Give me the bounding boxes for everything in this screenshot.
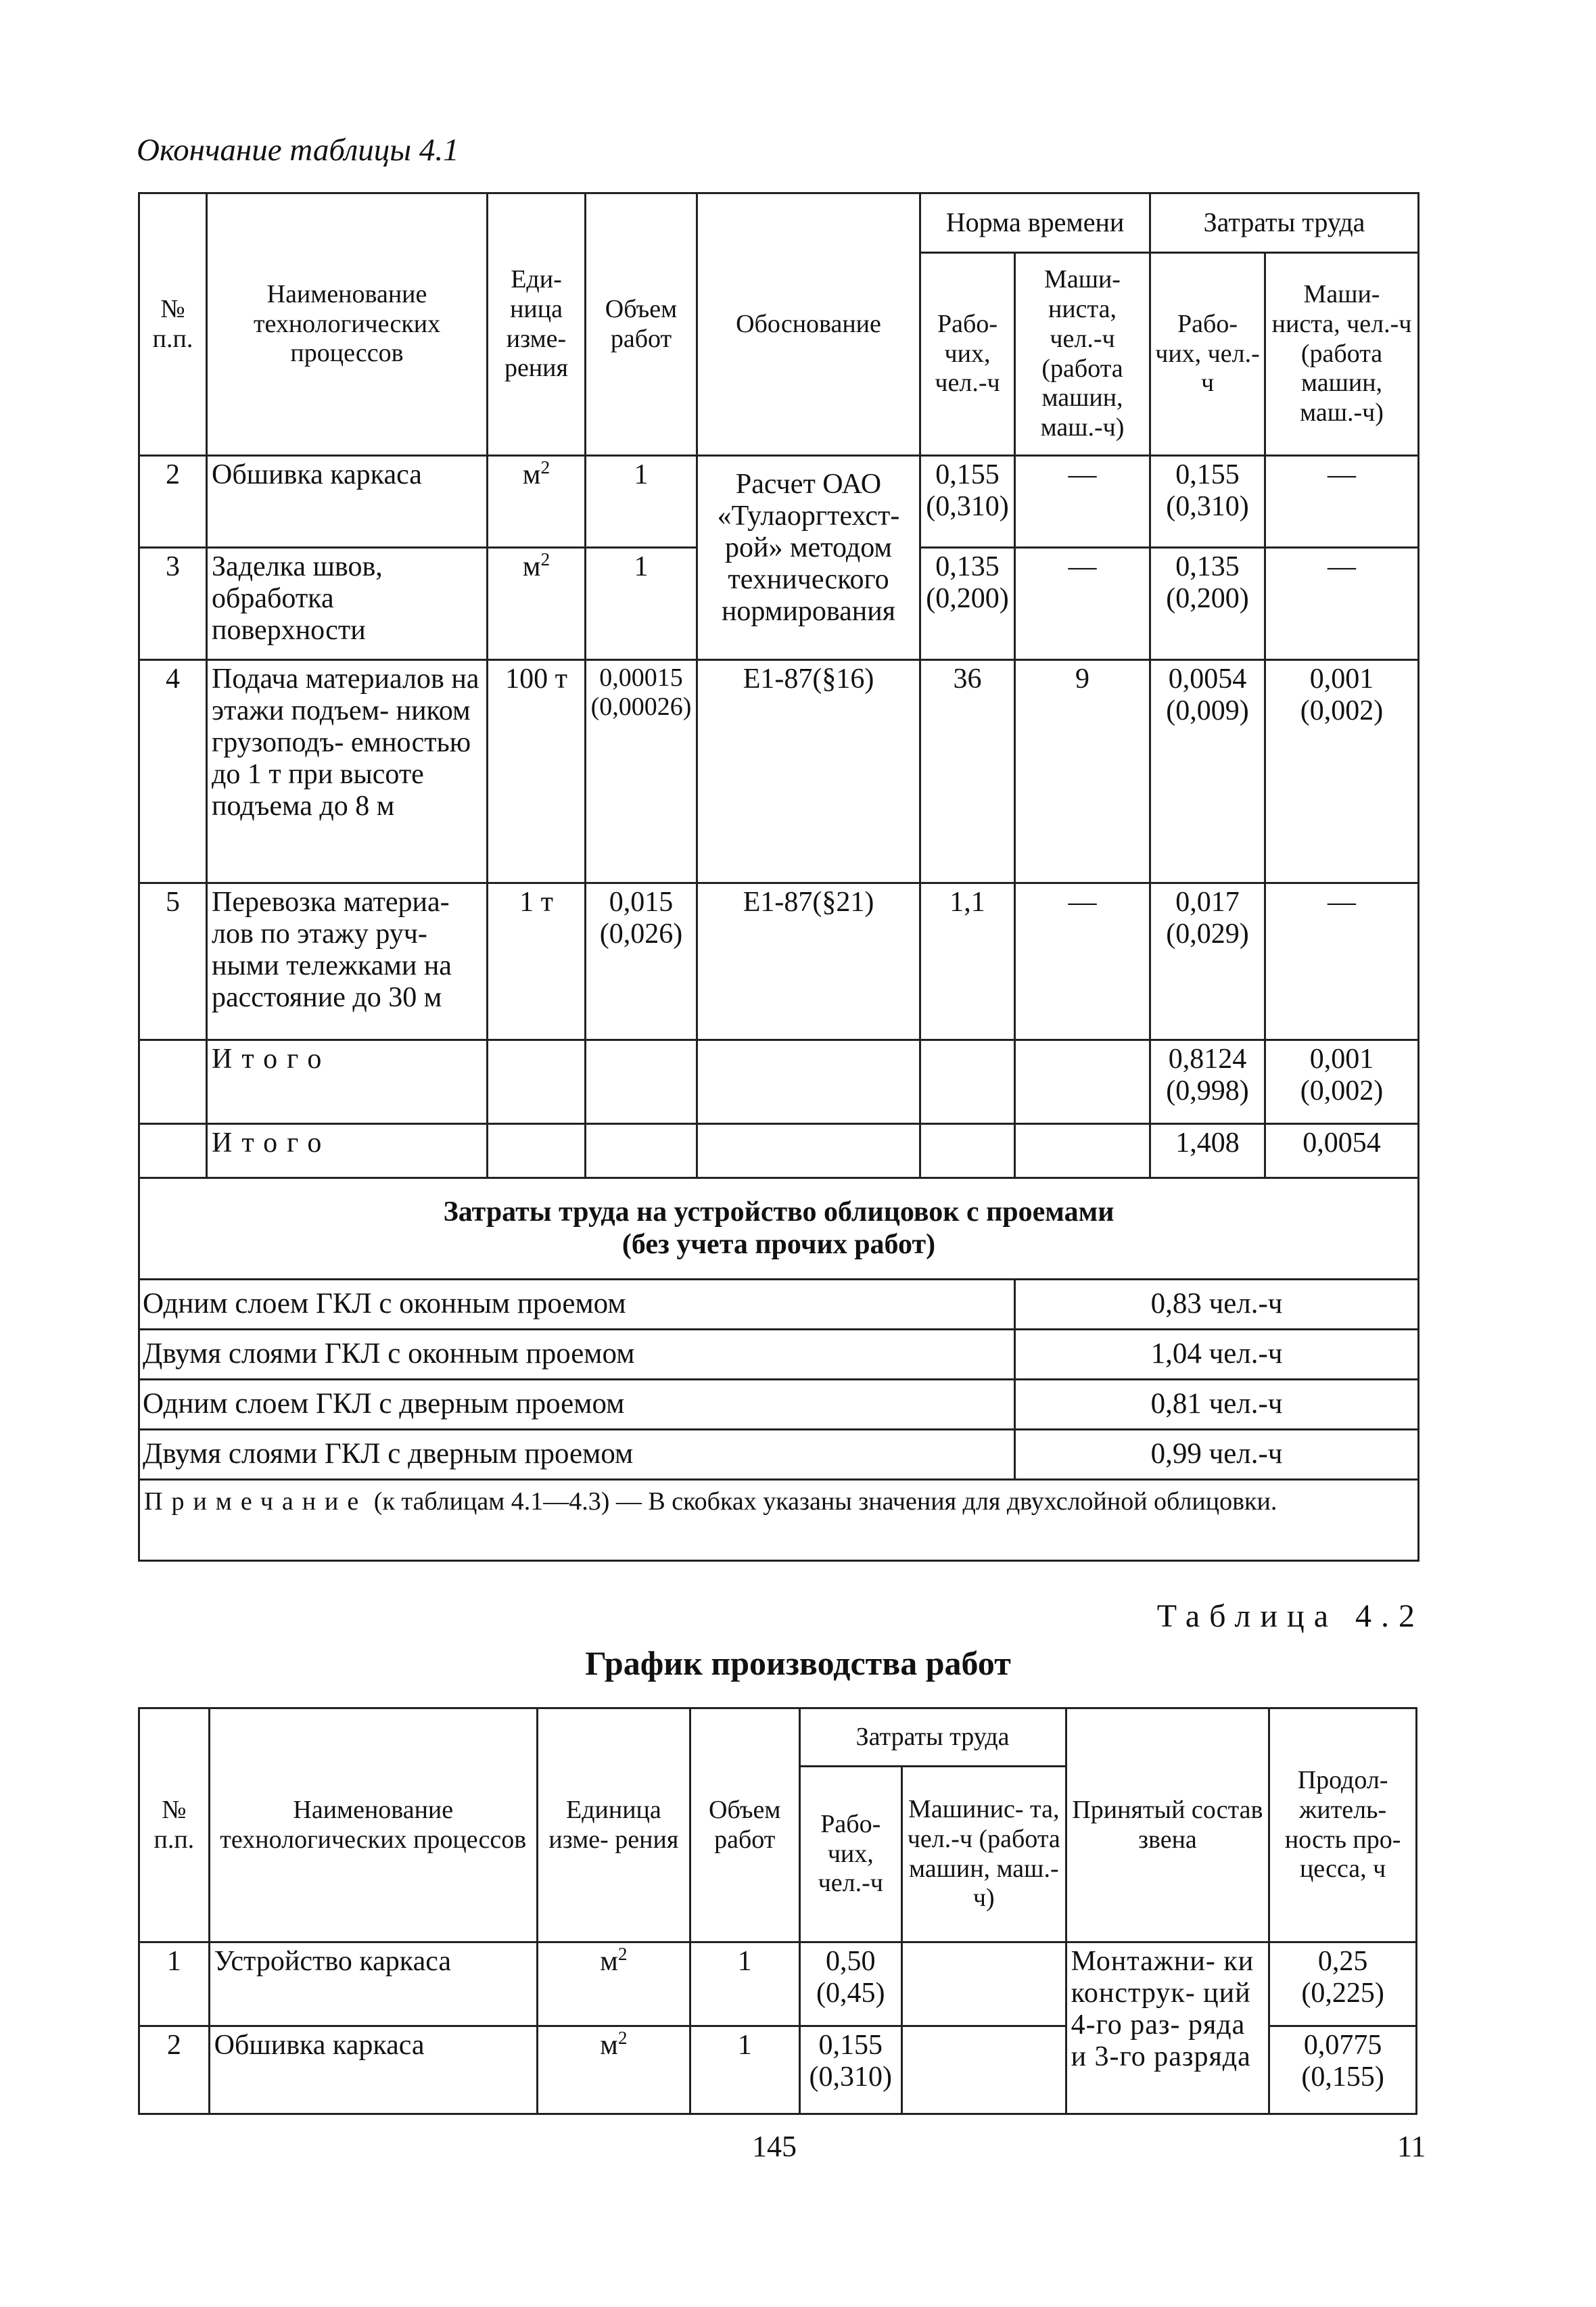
row-nt-workers: 1,1 xyxy=(920,883,1015,1040)
header-lc-workers: Рабо- чих, чел.-ч xyxy=(1150,253,1265,456)
row-nt-workers: 36 xyxy=(920,660,1015,883)
note-word: Примечание xyxy=(144,1487,368,1516)
section-title xyxy=(139,1178,1419,1280)
page-number-left: 145 xyxy=(752,2130,797,2163)
row-lc-workers: 0,155 (0,310) xyxy=(1150,456,1265,548)
summary-row xyxy=(139,1430,1419,1480)
row-num: 4 xyxy=(139,660,207,883)
total-row xyxy=(139,1040,1419,1124)
header-machinists: Машинис- та, чел.-ч (работа машин, маш.-ч) xyxy=(901,1767,1066,1942)
empty-cell xyxy=(697,1040,920,1124)
row-lc-machinists: — xyxy=(1265,456,1419,548)
header-lc-machinists: Маши- ниста, чел.-ч (работа машин, маш.-ч) xyxy=(1265,253,1419,456)
total-lc-machinists: 0,001 (0,002) xyxy=(1265,1040,1419,1124)
empty-cell xyxy=(920,1040,1015,1124)
table-label: Таблица 4.2 xyxy=(1156,1598,1424,1634)
row-unit: $м^2$ xyxy=(537,1942,690,2026)
header-num: № п.п. xyxy=(139,1708,210,1942)
row-nt-machinists: 9 xyxy=(1015,660,1150,883)
row-machinists xyxy=(901,2026,1066,2114)
summary-row xyxy=(139,1280,1419,1330)
row-name: Заделка швов, обработка поверхности xyxy=(207,548,488,660)
header-name: Наименование технологических процессов xyxy=(207,193,488,456)
empty-cell xyxy=(488,1040,586,1124)
row-nt-machinists: — xyxy=(1015,548,1150,660)
row-num: 5 xyxy=(139,883,207,1040)
row-nt-workers: 0,135 (0,200) xyxy=(920,548,1015,660)
total-row xyxy=(139,1124,1419,1178)
row-unit: $м^2$ xyxy=(488,456,586,548)
row-name: Подача материалов на этажи подъем- ником грузоподъ- емностью до 1 т при высоте подъема до 8 м xyxy=(207,660,488,883)
row-volume: 1 xyxy=(586,548,697,660)
total-lc-machinists: 0,0054 xyxy=(1265,1124,1419,1178)
row-num: 2 xyxy=(139,456,207,548)
table-note xyxy=(139,1480,1419,1561)
header-name: Наименование технологических процессов xyxy=(209,1708,537,1942)
row-team: Монтажни- ки конструк- ций 4-го раз- ряда и 3-го разряда xyxy=(1066,1942,1269,2114)
table-4-1 xyxy=(138,192,1419,1562)
row-volume: 1 xyxy=(690,1942,799,2026)
header-unit: Единица изме- рения xyxy=(537,1708,690,1942)
header-labor-costs: Затраты труда xyxy=(799,1708,1066,1767)
header-norm-time: Норма времени xyxy=(920,193,1150,253)
header-labor-costs: Затраты труда xyxy=(1150,193,1419,253)
row-duration: 0,0775 (0,155) xyxy=(1269,2026,1417,2114)
empty-cell xyxy=(139,1040,207,1124)
row-name: Обшивка каркаса xyxy=(209,2026,537,2114)
row-volume: 1 xyxy=(586,456,697,548)
summary-value: 1,04 чел.-ч xyxy=(1015,1330,1419,1380)
row-nt-machinists: — xyxy=(1015,883,1150,1040)
note-text: (к таблицам 4.1—4.3) — В скобках указаны значения для двухслойной облицовки. xyxy=(367,1487,1277,1516)
empty-cell xyxy=(586,1124,697,1178)
empty-cell xyxy=(586,1040,697,1124)
row-basis: Расчет ОАО «Тулаоргтехст- рой» методом технического нормирования xyxy=(697,456,920,660)
header-team: Принятый состав звена xyxy=(1066,1708,1269,1942)
summary-value: 0,99 чел.-ч xyxy=(1015,1430,1419,1480)
header-volume: Объем работ xyxy=(586,193,697,456)
row-lc-workers: 0,017 (0,029) xyxy=(1150,883,1265,1040)
total-lc-workers: 1,408 xyxy=(1150,1124,1265,1178)
table-row xyxy=(139,456,1419,548)
summary-label: Одним слоем ГКЛ с дверным проемом xyxy=(139,1380,1015,1430)
header-nt-workers: Рабо- чих, чел.-ч xyxy=(920,253,1015,456)
summary-label: Двумя слоями ГКЛ с дверным проемом xyxy=(139,1430,1015,1480)
empty-cell xyxy=(488,1124,586,1178)
header-num: № п.п. xyxy=(139,193,207,456)
row-workers: 0,50 (0,45) xyxy=(799,1942,901,2026)
header-nt-machinists: Маши- ниста, чел.-ч (работа машин, маш.-ч) xyxy=(1015,253,1150,456)
row-basis: Е1-87(§16) xyxy=(697,660,920,883)
table-row xyxy=(139,660,1419,883)
empty-cell xyxy=(1015,1040,1150,1124)
table-row xyxy=(139,1942,1417,2026)
summary-value: 0,83 чел.-ч xyxy=(1015,1280,1419,1330)
row-num: 2 xyxy=(139,2026,210,2114)
table-title: График производства работ xyxy=(585,1644,1011,1682)
empty-cell xyxy=(697,1124,920,1178)
header-duration: Продол- житель- ность про- цесса, ч xyxy=(1269,1708,1417,1942)
row-basis: Е1-87(§21) xyxy=(697,883,920,1040)
row-lc-machinists: — xyxy=(1265,548,1419,660)
row-lc-workers: 0,135 (0,200) xyxy=(1150,548,1265,660)
row-machinists xyxy=(901,1942,1066,2026)
summary-label: Двумя слоями ГКЛ с оконным проемом xyxy=(139,1330,1015,1380)
row-duration: 0,25 (0,225) xyxy=(1269,1942,1417,2026)
empty-cell xyxy=(920,1124,1015,1178)
row-nt-machinists: — xyxy=(1015,456,1150,548)
row-nt-workers: 0,155 (0,310) xyxy=(920,456,1015,548)
row-workers: 0,155 (0,310) xyxy=(799,2026,901,2114)
row-unit: 100 т xyxy=(488,660,586,883)
page-number-right: 11 xyxy=(1397,2130,1426,2163)
table-4-2 xyxy=(138,1707,1417,2115)
header-volume: Объем работ xyxy=(690,1708,799,1942)
continuation-title: Окончание таблицы 4.1 xyxy=(137,133,459,168)
row-lc-machinists: 0,001 (0,002) xyxy=(1265,660,1419,883)
row-unit: $м^2$ xyxy=(488,548,586,660)
row-unit: 1 т xyxy=(488,883,586,1040)
header-workers: Рабо- чих, чел.-ч xyxy=(799,1767,901,1942)
section-title-line-1: Затраты труда на устройство облицовок с проемами xyxy=(443,1196,1114,1228)
header-basis: Обоснование xyxy=(697,193,920,456)
total-label: Итого xyxy=(207,1124,488,1178)
header-unit: Еди- ница изме- рения xyxy=(488,193,586,456)
table-row xyxy=(139,883,1419,1040)
summary-row xyxy=(139,1330,1419,1380)
total-lc-workers: 0,8124 (0,998) xyxy=(1150,1040,1265,1124)
row-unit: $м^2$ xyxy=(537,2026,690,2114)
summary-row xyxy=(139,1380,1419,1430)
row-lc-machinists: — xyxy=(1265,883,1419,1040)
section-title-line-2: (без учета прочих работ) xyxy=(621,1228,936,1260)
row-num: 1 xyxy=(139,1942,210,2026)
row-volume: 1 xyxy=(690,2026,799,2114)
row-name: Устройство каркаса xyxy=(209,1942,537,2026)
row-name: Перевозка материа- лов по этажу руч- ными тележками на расстояние до 30 м xyxy=(207,883,488,1040)
row-volume: 0,015 (0,026) xyxy=(586,883,697,1040)
empty-cell xyxy=(139,1124,207,1178)
summary-value: 0,81 чел.-ч xyxy=(1015,1380,1419,1430)
row-name: Обшивка каркаса xyxy=(207,456,488,548)
total-label: Итого xyxy=(207,1040,488,1124)
row-volume: 0,00015 (0,00026) xyxy=(586,660,697,883)
row-num: 3 xyxy=(139,548,207,660)
summary-label: Одним слоем ГКЛ с оконным проемом xyxy=(139,1280,1015,1330)
empty-cell xyxy=(1015,1124,1150,1178)
row-lc-workers: 0,0054 (0,009) xyxy=(1150,660,1265,883)
